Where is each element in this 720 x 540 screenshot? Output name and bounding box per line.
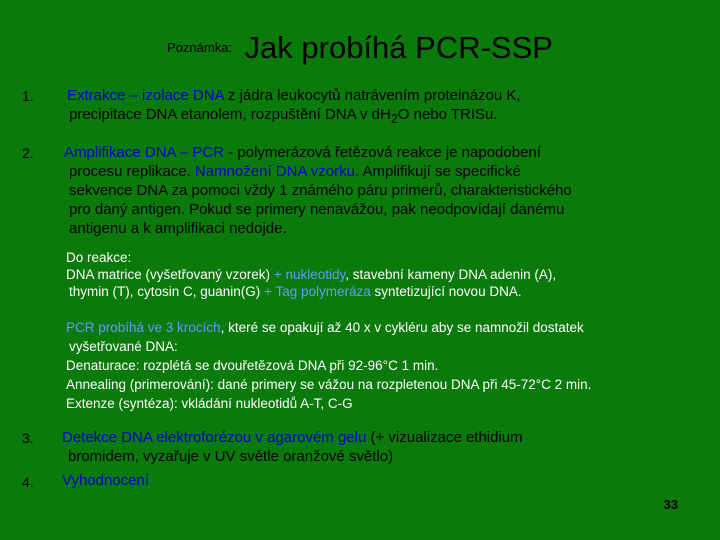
item-2-text-b: procesu replikace. — [69, 163, 195, 180]
item-1-line2: precipitace DNA etanolem, rozpuštění DNA v dH — [69, 106, 391, 123]
item-4-text — [62, 471, 149, 490]
item-2-text-c: Amplifikují se specifické — [359, 163, 521, 180]
reaction-label: Do reakce: — [66, 250, 132, 265]
item-3-number: 3. — [22, 430, 34, 446]
reaction-block — [66, 249, 706, 300]
reaction-line2-a: thymin (T), cytosin C, guanin(G) — [69, 284, 265, 299]
step-extension: Extenze (syntéza): vkládání nukleotidů A-T, C-G — [66, 396, 353, 411]
item-1-text — [67, 86, 687, 129]
steps-intro-end: vyšetřované DNA: — [69, 339, 178, 354]
steps-intro: , které se opakují až 40 x v cykléru aby se namnožil dostatek — [220, 320, 584, 335]
title-prefix: Poznámka: — [167, 40, 233, 55]
item-1-number: 1. — [22, 88, 34, 104]
item-4-number: 4. — [22, 474, 34, 490]
step-denaturation: Denaturace: rozplétá se dvouřetězová DNA při 92-96°C 1 min. — [66, 358, 439, 373]
reaction-line1-a: DNA matrice (vyšetřovaný vzorek) — [66, 267, 274, 282]
step-annealing: Annealing (primerování): dané primery se vážou na rozpletenou DNA při 45-72°C 2 min. — [66, 377, 592, 392]
item-1-line2-end: O nebo TRISu. — [397, 106, 498, 123]
item-2-text — [64, 143, 704, 238]
item-1-rest: z jádra leukocytů natrávením proteinázou K, — [223, 87, 521, 104]
reaction-line1-c: , stavební kameny DNA adenin (A), — [345, 267, 557, 282]
reaction-line2-c: syntetizující novou DNA. — [370, 284, 522, 299]
reaction-line2-b: + Tag polymeráza — [264, 284, 371, 299]
steps-intro-highlight: PCR probíhá ve 3 krocích — [66, 320, 221, 335]
item-1-highlight: Extrakce – izolace DNA — [67, 87, 224, 104]
slide-title — [0, 30, 720, 66]
item-3-highlight: Detekce DNA elektroforézou v agarovém gelu — [62, 429, 367, 446]
item-1-sub: 2 — [390, 112, 398, 126]
title-main: Jak probíhá PCR-SSP — [244, 30, 553, 65]
page-number: 33 — [663, 497, 678, 512]
item-2-text-d: sekvence DNA za pomoci vždy 1 známého páru primerů, charakteristického — [69, 182, 572, 199]
steps-block — [66, 318, 706, 413]
item-2-number: 2. — [22, 145, 34, 161]
item-3-rest: (+ vizualizace ethidium — [366, 429, 523, 446]
reaction-line1-b: + nukleotidy — [273, 267, 346, 282]
item-2-highlight-a: Amplifikace DNA – PCR — [64, 144, 225, 161]
item-2-highlight-b: Namnožení DNA vzorku. — [194, 163, 360, 180]
item-2-text-e: pro daný antigen. Pokud se primery nenavážou, pak neodpovídají danému — [69, 201, 565, 218]
item-2-text-f: antigenu a k amplifikaci nedojde. — [69, 220, 287, 237]
item-2-text-a: - polymerázová řetězová reakce je napodobení — [224, 144, 541, 161]
item-3-line2: bromidem, vyzařuje v UV světle oranžové světlo) — [68, 448, 394, 465]
item-4-highlight: Vyhodnocení — [62, 472, 150, 489]
item-3-text — [62, 428, 702, 466]
